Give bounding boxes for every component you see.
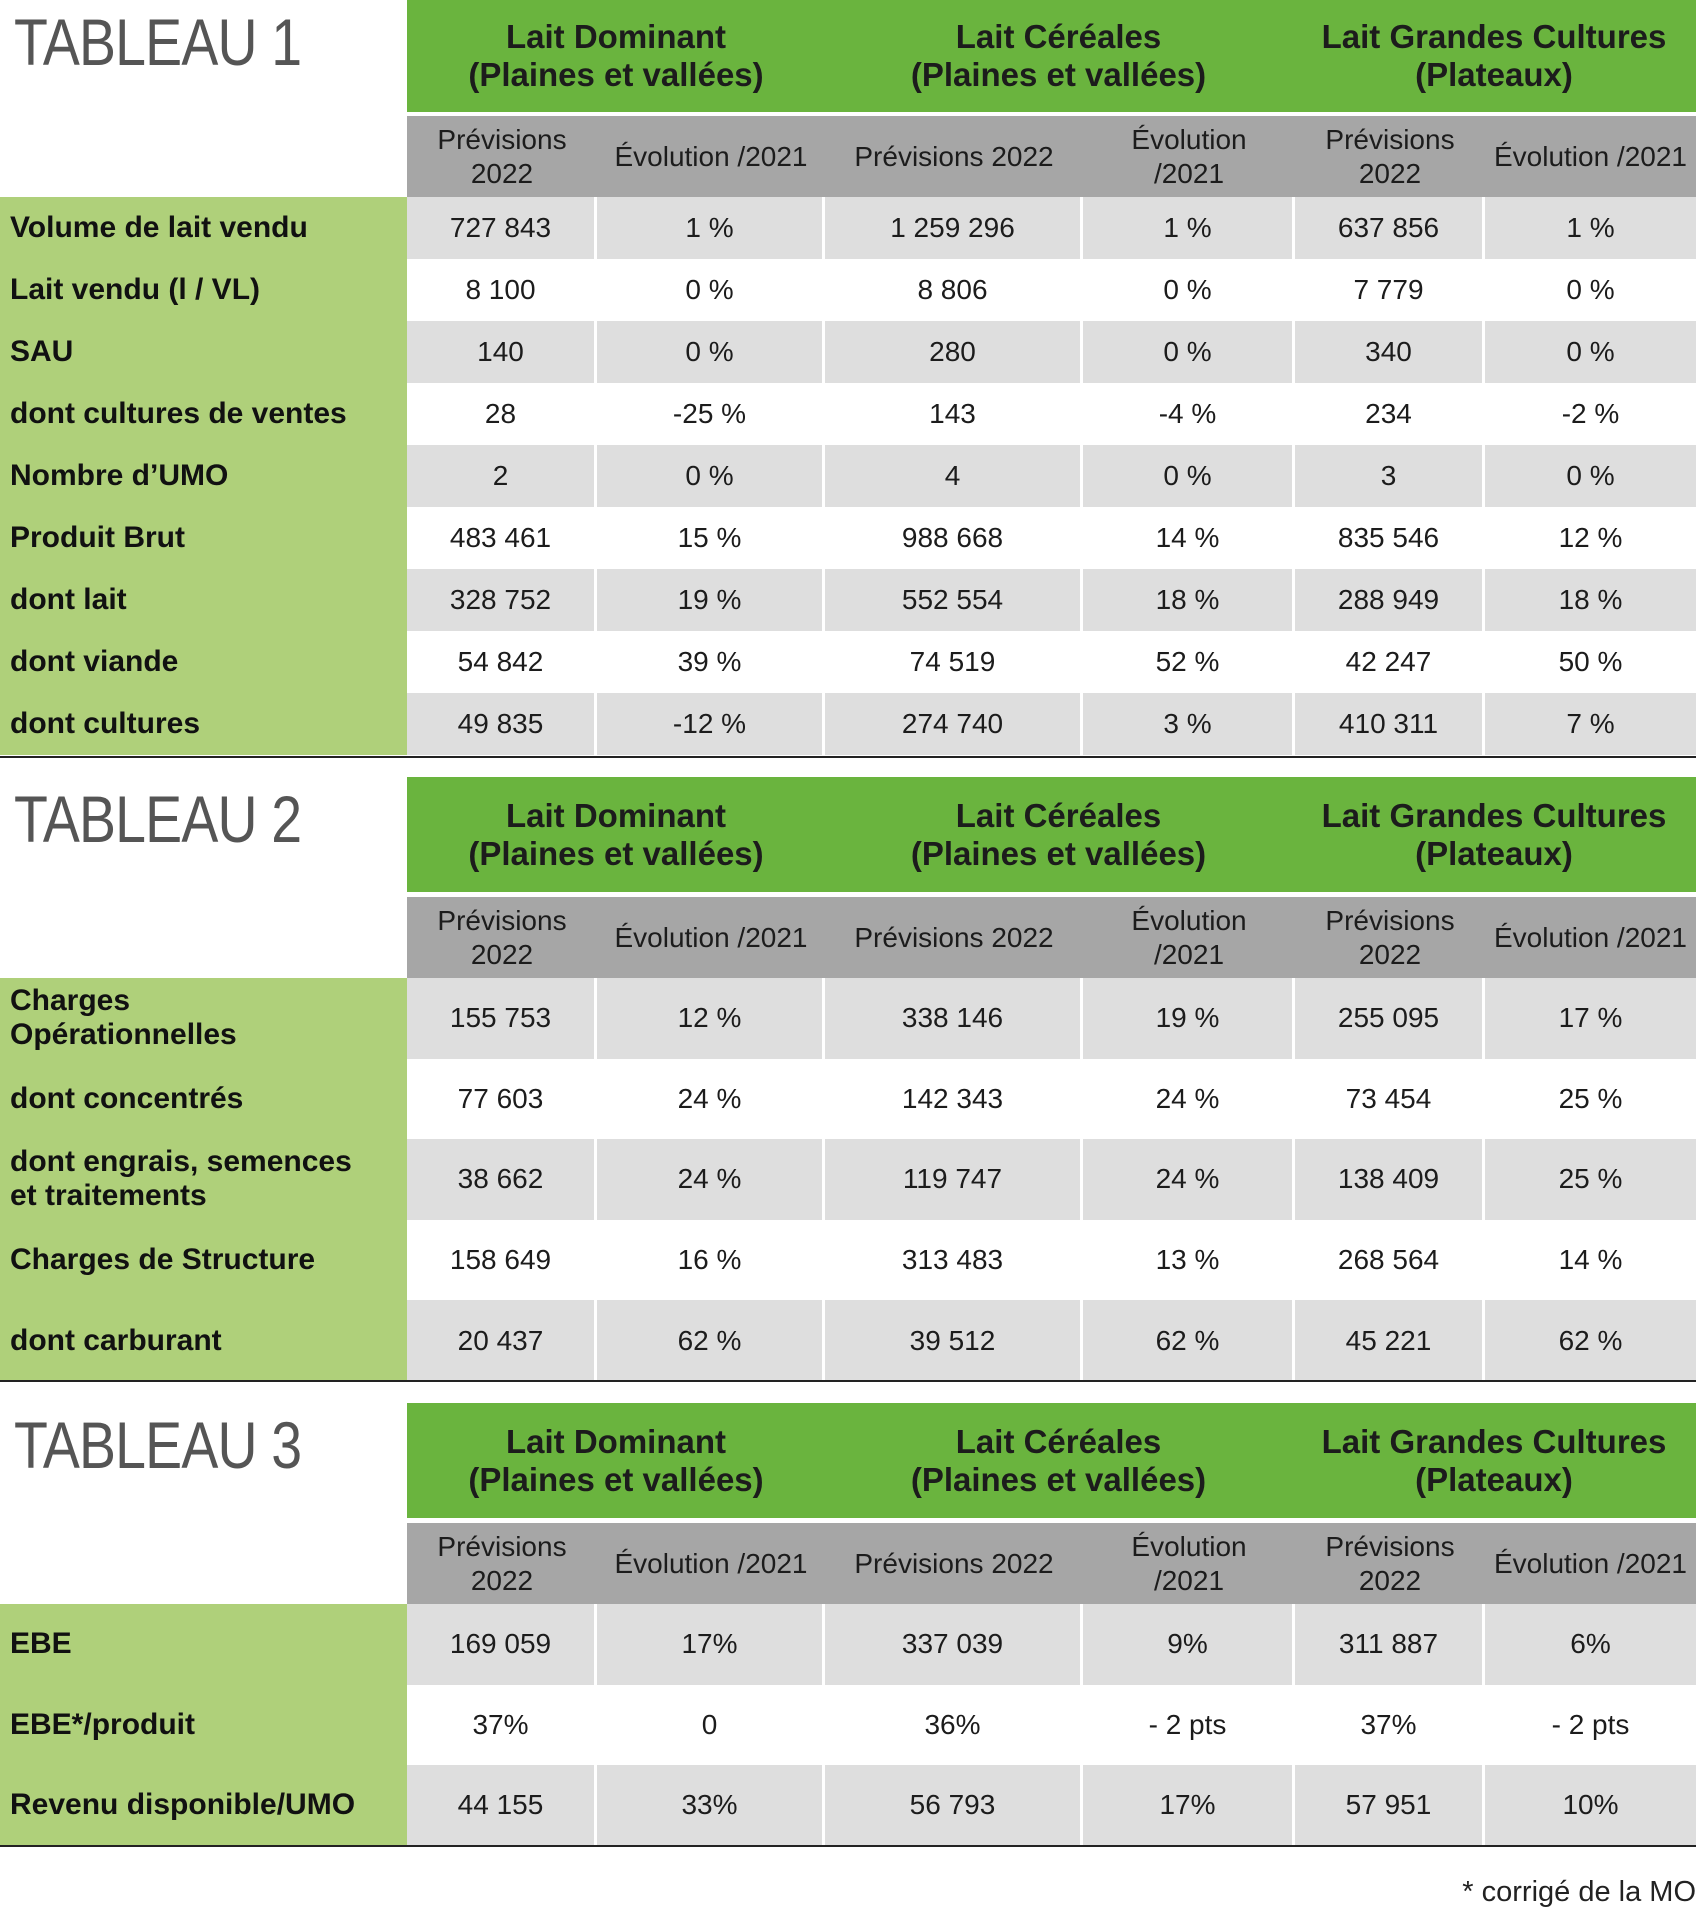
row-label: EBE*/produit — [0, 1685, 407, 1766]
table-row — [0, 1300, 1696, 1381]
row-label: Produit Brut — [0, 507, 407, 569]
sub-evolution-3: Évolution /2021 — [1493, 1547, 1688, 1579]
table-cell: 62 % — [1485, 1300, 1696, 1381]
table-cell: 25 % — [1485, 1059, 1696, 1140]
table-row — [0, 507, 1696, 569]
row-label: dont concentrés — [0, 1059, 407, 1140]
table-cell: 54 842 — [407, 631, 597, 693]
table-cell: 10% — [1485, 1765, 1696, 1846]
table-cell: 25 % — [1485, 1139, 1696, 1220]
sub-previsions-3: Prévisions 2022 — [1325, 1530, 1455, 1596]
table-row — [0, 1059, 1696, 1140]
table-cell: 255 095 — [1295, 978, 1485, 1059]
table-cell: 37% — [1295, 1685, 1485, 1766]
table-cell: 77 603 — [407, 1059, 597, 1140]
table-row — [0, 259, 1696, 321]
footnote: * corrigé de la MO — [1462, 1876, 1696, 1908]
row-values — [407, 383, 1696, 445]
table-cell: -2 % — [1485, 383, 1696, 445]
table-cell: 62 % — [597, 1300, 825, 1381]
row-label: dont cultures — [0, 693, 407, 755]
table-row — [0, 631, 1696, 693]
table-body — [0, 978, 1696, 1381]
table-row — [0, 978, 1696, 1059]
row-values — [407, 445, 1696, 507]
row-values — [407, 978, 1696, 1059]
sub-previsions-2: Prévisions 2022 — [854, 1547, 1054, 1579]
table-cell: 7 % — [1485, 693, 1696, 755]
table-cell: 280 — [825, 321, 1083, 383]
table-row — [0, 1765, 1696, 1846]
table-cell: 14 % — [1485, 1220, 1696, 1301]
table-row — [0, 1139, 1696, 1220]
row-label: Charges Opérationnelles — [0, 978, 407, 1059]
table-cell: 57 951 — [1295, 1765, 1485, 1846]
table-cell: 835 546 — [1295, 507, 1485, 569]
group-lait-cereales: Lait Céréales (Plaines et vallées) — [910, 18, 1207, 93]
sub-previsions-1: Prévisions 2022 — [437, 904, 567, 970]
row-label: Lait vendu (l / VL) — [0, 259, 407, 321]
table-row — [0, 1604, 1696, 1685]
sub-previsions-2: Prévisions 2022 — [854, 921, 1054, 953]
table-cell: 52 % — [1083, 631, 1295, 693]
group-header — [407, 1403, 1696, 1518]
table-cell: 49 835 — [407, 693, 597, 755]
table-row — [0, 445, 1696, 507]
table-cell: 42 247 — [1295, 631, 1485, 693]
table-cell: 138 409 — [1295, 1139, 1485, 1220]
table-row — [0, 1220, 1696, 1301]
row-values — [407, 1220, 1696, 1301]
sub-evolution-1: Évolution /2021 — [614, 921, 808, 953]
table-cell: 18 % — [1083, 569, 1295, 631]
table-cell: 18 % — [1485, 569, 1696, 631]
table-cell: 39 512 — [825, 1300, 1083, 1381]
divider — [0, 756, 1696, 758]
table-cell: 142 343 — [825, 1059, 1083, 1140]
table-cell: - 2 pts — [1485, 1685, 1696, 1766]
row-label: dont cultures de ventes — [0, 383, 407, 445]
table-cell: 727 843 — [407, 197, 597, 259]
group-lait-dominant: Lait Dominant (Plaines et vallées) — [468, 796, 764, 872]
table-cell: 483 461 — [407, 507, 597, 569]
table-cell: 311 887 — [1295, 1604, 1485, 1685]
table-cell: 19 % — [1083, 978, 1295, 1059]
table-title: TABLEAU 1 — [14, 5, 302, 79]
divider — [0, 1845, 1696, 1847]
row-values — [407, 321, 1696, 383]
table-cell: 38 662 — [407, 1139, 597, 1220]
row-values — [407, 507, 1696, 569]
table-cell: 0 % — [1485, 259, 1696, 321]
table-cell: 62 % — [1083, 1300, 1295, 1381]
table-cell: 0 % — [1083, 445, 1295, 507]
table-row — [0, 569, 1696, 631]
table-cell: 0 % — [597, 321, 825, 383]
table-cell: 268 564 — [1295, 1220, 1485, 1301]
table-row — [0, 383, 1696, 445]
group-lait-dominant: Lait Dominant (Plaines et vallées) — [468, 1422, 764, 1498]
table-cell: 7 779 — [1295, 259, 1485, 321]
group-lait-grandes-cultures: Lait Grandes Cultures (Plateaux) — [1321, 796, 1667, 872]
group-lait-grandes-cultures: Lait Grandes Cultures (Plateaux) — [1321, 1422, 1667, 1498]
table-cell: 1 % — [1485, 197, 1696, 259]
divider — [0, 1380, 1696, 1382]
table-cell: 74 519 — [825, 631, 1083, 693]
sub-evolution-2: Évolution /2021 — [1131, 1530, 1247, 1596]
table-cell: 0 % — [1083, 321, 1295, 383]
sub-previsions-3: Prévisions 2022 — [1325, 123, 1455, 189]
table-cell: 3 — [1295, 445, 1485, 507]
table-cell: 140 — [407, 321, 597, 383]
table-cell: 637 856 — [1295, 197, 1485, 259]
table-cell: 44 155 — [407, 1765, 597, 1846]
table-title: TABLEAU 2 — [14, 782, 302, 856]
table-cell: 13 % — [1083, 1220, 1295, 1301]
table-cell: 17% — [1083, 1765, 1295, 1846]
table-cell: 33% — [597, 1765, 825, 1846]
table-cell: 155 753 — [407, 978, 597, 1059]
row-label: dont lait — [0, 569, 407, 631]
sub-header — [407, 1523, 1696, 1604]
table-cell: 0 % — [1083, 259, 1295, 321]
table-cell: -4 % — [1083, 383, 1295, 445]
row-label: dont carburant — [0, 1300, 407, 1381]
table-cell: 410 311 — [1295, 693, 1485, 755]
table-cell: 28 — [407, 383, 597, 445]
table-row — [0, 321, 1696, 383]
table-cell: 340 — [1295, 321, 1485, 383]
table-cell: 337 039 — [825, 1604, 1083, 1685]
row-values — [407, 693, 1696, 755]
row-label: Volume de lait vendu — [0, 197, 407, 259]
row-label: dont viande — [0, 631, 407, 693]
table-cell: 12 % — [1485, 507, 1696, 569]
row-values — [407, 1685, 1696, 1766]
table-cell: 15 % — [597, 507, 825, 569]
table-cell: 17 % — [1485, 978, 1696, 1059]
table-cell: 36% — [825, 1685, 1083, 1766]
row-values — [407, 259, 1696, 321]
table-cell: 56 793 — [825, 1765, 1083, 1846]
table-cell: 24 % — [1083, 1059, 1295, 1140]
row-values — [407, 1300, 1696, 1381]
table-cell: 37% — [407, 1685, 597, 1766]
table-cell: 119 747 — [825, 1139, 1083, 1220]
group-header — [407, 777, 1696, 892]
table-cell: 988 668 — [825, 507, 1083, 569]
sub-evolution-3: Évolution /2021 — [1493, 140, 1688, 172]
sub-previsions-1: Prévisions 2022 — [437, 123, 567, 189]
row-label: Nombre d’UMO — [0, 445, 407, 507]
table-cell: 1 % — [1083, 197, 1295, 259]
table-cell: 2 — [407, 445, 597, 507]
table-cell: -12 % — [597, 693, 825, 755]
sub-previsions-2: Prévisions 2022 — [854, 140, 1054, 172]
table-cell: 1 % — [597, 197, 825, 259]
table-cell: 143 — [825, 383, 1083, 445]
row-values — [407, 569, 1696, 631]
sub-previsions-3: Prévisions 2022 — [1325, 904, 1455, 970]
table-cell: 17% — [597, 1604, 825, 1685]
sub-evolution-1: Évolution /2021 — [614, 1547, 808, 1579]
table-cell: 169 059 — [407, 1604, 597, 1685]
table-cell: 8 100 — [407, 259, 597, 321]
table-cell: 0 % — [597, 259, 825, 321]
table-cell: 8 806 — [825, 259, 1083, 321]
table-cell: 1 259 296 — [825, 197, 1083, 259]
sub-header — [407, 897, 1696, 978]
row-label: dont engrais, semences et traitements — [0, 1139, 407, 1220]
sub-previsions-1: Prévisions 2022 — [437, 1530, 567, 1596]
table-cell: 0 — [597, 1685, 825, 1766]
table-cell: 73 454 — [1295, 1059, 1485, 1140]
sub-evolution-2: Évolution /2021 — [1131, 904, 1247, 970]
table-cell: 14 % — [1083, 507, 1295, 569]
table-cell: 313 483 — [825, 1220, 1083, 1301]
table-cell: 234 — [1295, 383, 1485, 445]
row-label: Revenu disponible/UMO — [0, 1765, 407, 1846]
group-lait-dominant: Lait Dominant (Plaines et vallées) — [468, 18, 764, 93]
table-cell: 24 % — [597, 1059, 825, 1140]
table-cell: 338 146 — [825, 978, 1083, 1059]
row-label: EBE — [0, 1604, 407, 1685]
table-cell: 24 % — [597, 1139, 825, 1220]
row-values — [407, 1139, 1696, 1220]
table-cell: 6% — [1485, 1604, 1696, 1685]
table-cell: 9% — [1083, 1604, 1295, 1685]
table-cell: 552 554 — [825, 569, 1083, 631]
table-title: TABLEAU 3 — [14, 1408, 302, 1482]
table-cell: 274 740 — [825, 693, 1083, 755]
group-header — [407, 0, 1696, 112]
table-row — [0, 1685, 1696, 1766]
group-lait-cereales: Lait Céréales (Plaines et vallées) — [910, 796, 1207, 872]
row-values — [407, 631, 1696, 693]
table-cell: 12 % — [597, 978, 825, 1059]
table-cell: 0 % — [1485, 321, 1696, 383]
table-body — [0, 197, 1696, 755]
row-values — [407, 1765, 1696, 1846]
row-values — [407, 1604, 1696, 1685]
table-cell: 288 949 — [1295, 569, 1485, 631]
table-cell: 0 % — [597, 445, 825, 507]
table-cell: 3 % — [1083, 693, 1295, 755]
table-body — [0, 1604, 1696, 1846]
table-cell: 50 % — [1485, 631, 1696, 693]
table-row — [0, 693, 1696, 755]
table-cell: 24 % — [1083, 1139, 1295, 1220]
table-cell: - 2 pts — [1083, 1685, 1295, 1766]
group-lait-grandes-cultures: Lait Grandes Cultures (Plateaux) — [1321, 18, 1667, 93]
table-cell: 39 % — [597, 631, 825, 693]
row-label: Charges de Structure — [0, 1220, 407, 1301]
row-values — [407, 1059, 1696, 1140]
table-cell: 0 % — [1485, 445, 1696, 507]
table-cell: 16 % — [597, 1220, 825, 1301]
sub-evolution-3: Évolution /2021 — [1493, 921, 1688, 953]
table-cell: 20 437 — [407, 1300, 597, 1381]
group-lait-cereales: Lait Céréales (Plaines et vallées) — [910, 1422, 1207, 1498]
sub-header — [407, 116, 1696, 197]
table-cell: 4 — [825, 445, 1083, 507]
row-label: SAU — [0, 321, 407, 383]
table-cell: 45 221 — [1295, 1300, 1485, 1381]
table-cell: -25 % — [597, 383, 825, 445]
table-row — [0, 197, 1696, 259]
row-values — [407, 197, 1696, 259]
table-cell: 328 752 — [407, 569, 597, 631]
table-cell: 19 % — [597, 569, 825, 631]
table-cell: 158 649 — [407, 1220, 597, 1301]
sub-evolution-1: Évolution /2021 — [614, 140, 808, 172]
sub-evolution-2: Évolution /2021 — [1131, 123, 1247, 189]
